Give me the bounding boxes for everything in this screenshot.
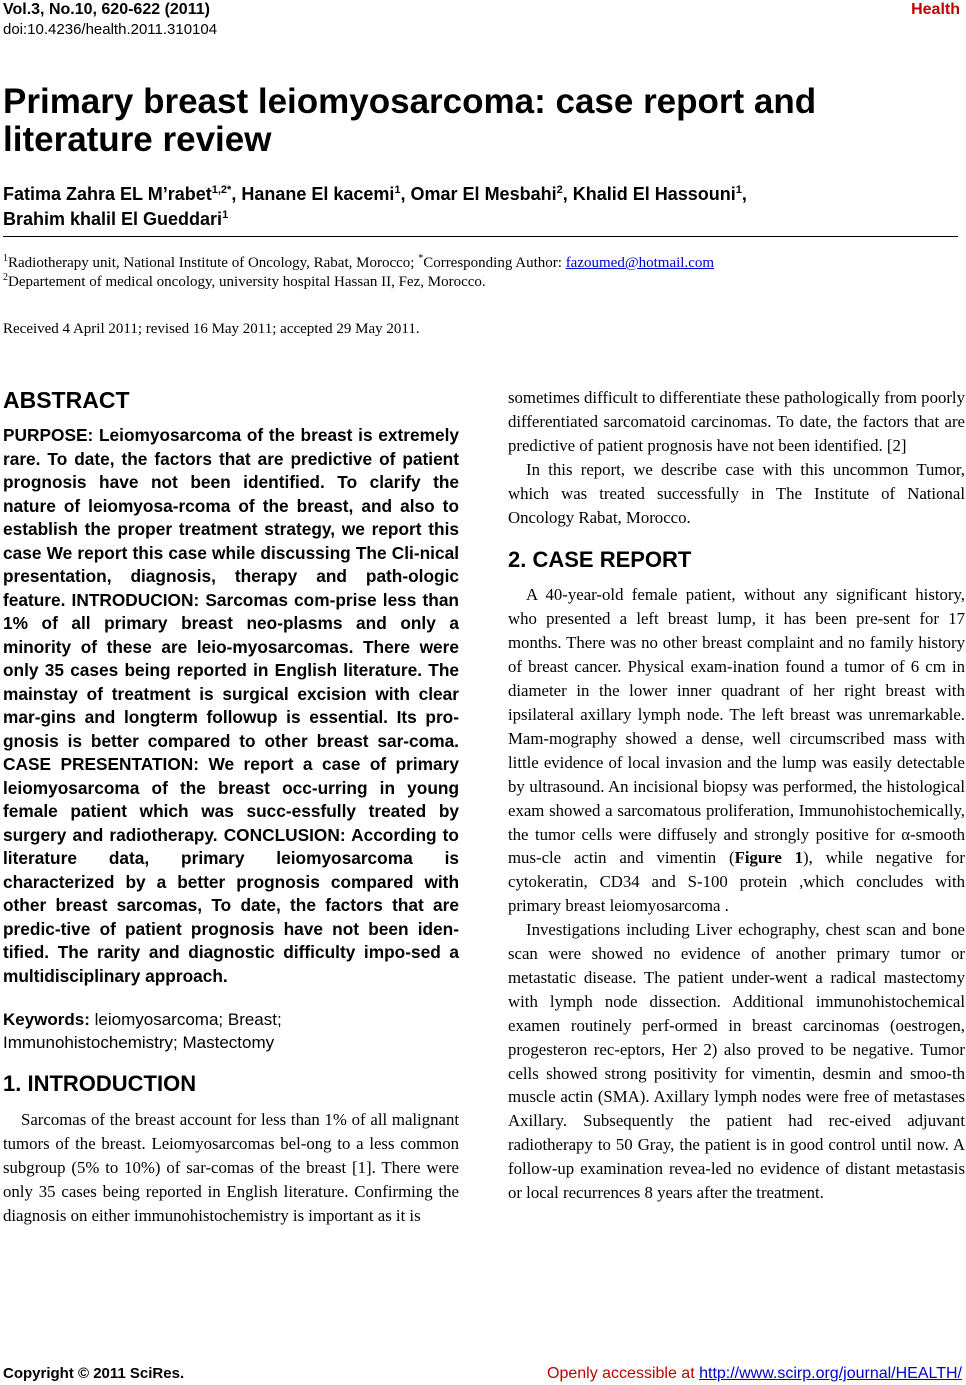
keywords-text: leiomyosarcoma; Breast; Immunohistochemistry; Mastectomy bbox=[3, 1010, 282, 1052]
abstract-heading: ABSTRACT bbox=[3, 387, 130, 413]
author-affiliation-mark: 1 bbox=[394, 184, 401, 196]
keywords-label: Keywords: bbox=[3, 1010, 90, 1029]
author-affiliation-mark: 1,2* bbox=[211, 184, 232, 196]
case-report-heading: 2. CASE REPORT bbox=[508, 547, 692, 573]
case-report-paragraph bbox=[508, 583, 965, 918]
article-title: Primary breast leiomyosarcoma: case report and literature review bbox=[3, 82, 817, 159]
body-paragraph-continued: sometimes difficult to differentiate these pathologically from poorly differentiated sarcomatoid carcinomas. To date, the factors that are predictive of patient prognosis have not been identified. [2] bbox=[508, 388, 965, 455]
author-email-link[interactable]: fazoumed@hotmail.com bbox=[565, 255, 715, 271]
investigation-paragraph: Investigations including Liver echography, chest scan and bone scan were showed no evidence of another primary tumor or metastatic disease. The patient under-went a radical mastectomy with lymph node dissection. Additional immunohistochemical examen routinely perf-ormed in breast carcinomas (oestrogen, progesteron rec-eptors, Her 2) also proved to be negative. Tumor cells showed strong positivity for vimentin, desmin and smoo-th muscle actin (SMA). Axillary lymph nodes were free of metastases Axillary. Subsequently the patient had rec-eived adjuvant radiotherapy to 50 Gray, the patient is in good control until now. A follow-up examination revea-led no evidence of distant metastasis or local recurrences 8 years after the treatment. bbox=[508, 920, 965, 1203]
author-name: Fatima Zahra EL M’rabet bbox=[3, 184, 212, 204]
abstract-text: PURPOSE: Leiomyosarcoma of the breast is extremely rare. To date, the factors that are predictive of patient prognosis have not been identified. To clarify the nature of leiomyosa-rcoma of the breast, and also to establish the proper treatment strategy, we report this case We report this case while discussing The Cli-nical presentation, diagnosis, therapy and path-ologic feature. INTRODUCION: Sarcomas com-prise less than 1% of all primary breast neo-plasms and only a minority of these are leio-myosarcomas. There were only 35 cases being reported in English literature. The mainstay of treatment is surgical excision with clear mar-gins and longterm followup is essential. Its pro-gnosis is better compared to other breast sar-coma. CASE PRESENTATION: We report a case of primary leiomyosarcoma of the breast occ-urring in young female patient which was succ-essfully treated by surgery and radiotherapy. CONCLUSION: According to literature data, primary leiomyosarcoma is characterized by a better prognosis compared with other breast sarcomas, To date, the factors that are predic-tive of patient prognosis have not been iden-tified. The rarity and diagnostic difficulty impo-sed a multidisciplinary approach. bbox=[3, 425, 459, 986]
author-list bbox=[3, 182, 958, 232]
right-column bbox=[508, 386, 965, 1205]
corresponding-label: Corresponding Author: bbox=[423, 255, 566, 271]
open-access-label: Openly accessible at bbox=[547, 1365, 700, 1382]
open-access-note bbox=[547, 1364, 962, 1384]
affiliation-mark: 1 bbox=[3, 253, 8, 264]
keywords bbox=[3, 1009, 459, 1054]
author-name: Brahim khalil El Gueddari bbox=[3, 209, 223, 229]
author-affiliation-mark: 1 bbox=[735, 184, 742, 196]
introduction-paragraph: Sarcomas of the breast account for less than 1% of all malignant tumors of the breast. Leiomyosarcomas bel-ong to a less common subgroup (5% to 10%) of sar-comas of the breast [1]. There were only 35 cases being reported in English literature. Confirming the diagnosis on either immunohistochemistry is important as it is bbox=[3, 1110, 459, 1225]
journal-name: Health bbox=[911, 1, 960, 18]
figure-reference: Figure 1 bbox=[734, 848, 804, 868]
affiliation-2: Departement of medical oncology, university hospital Hassan II, Fez, Morocco. bbox=[8, 274, 486, 290]
affiliation-mark: 2 bbox=[3, 272, 8, 283]
received-dates: Received 4 April 2011; revised 16 May 2011; accepted 29 May 2011. bbox=[3, 321, 420, 337]
case-text-part: ), while negative for cytokeratin, CD34 and S-100 protein ,which concludes with primary breast leiomyosarcoma . bbox=[508, 848, 966, 916]
author-name: , Hanane El kacemi bbox=[231, 184, 395, 204]
body-paragraph: In this report, we describe case with this uncommon Tumor, which was treated successfully in The Institute of National Oncology Rabat, Morocco. bbox=[508, 459, 965, 527]
volume-info: Vol.3, No.10, 620-622 (2011) bbox=[3, 1, 210, 18]
author-affiliation-mark: 2 bbox=[556, 184, 563, 196]
affiliation-1: Radiotherapy unit, National Institute of Oncology, Rabat, Morocco; bbox=[8, 255, 419, 271]
journal-url-link[interactable]: http://www.scirp.org/journal/HEALTH/ bbox=[699, 1365, 962, 1382]
running-header bbox=[3, 0, 217, 40]
author-name: , Omar El Mesbahi bbox=[400, 184, 557, 204]
affiliations bbox=[3, 254, 958, 292]
author-separator: , bbox=[741, 184, 747, 204]
case-text-part: A 40-year-old female patient, without any significant history, who presented a left breast lump, it has been pre-sent for 17 months. There was no other breast complaint and no family history of breast cancer. Physical exam-ination found a tumor of 6 cm in diameter in the lower inner quadrant of her right breast with ipsilateral axillary lymph node. The left breast was unremarkable. Mam-mography showed a dense, well circumscribed mass with little evidence of local invasion and the lump was easily detectable by ultrasound. An incisional biopsy was performed, the histological exam showed a sarcomatous proliferation, Immunohistochemically, the tumor cells were diffusely and strongly positive for α-smooth mus-cle actin and vimentin ( bbox=[508, 585, 965, 868]
introduction-heading: 1. INTRODUCTION bbox=[3, 1071, 197, 1096]
left-column bbox=[3, 386, 459, 1228]
copyright-notice: Copyright © 2011 SciRes. bbox=[3, 1365, 185, 1382]
author-affiliation-mark: 1 bbox=[222, 209, 229, 221]
doi: doi:10.4236/health.2011.310104 bbox=[3, 21, 218, 38]
corresponding-mark: * bbox=[418, 253, 424, 264]
header-divider bbox=[3, 236, 958, 237]
author-name: , Khalid El Hassouni bbox=[562, 184, 736, 204]
